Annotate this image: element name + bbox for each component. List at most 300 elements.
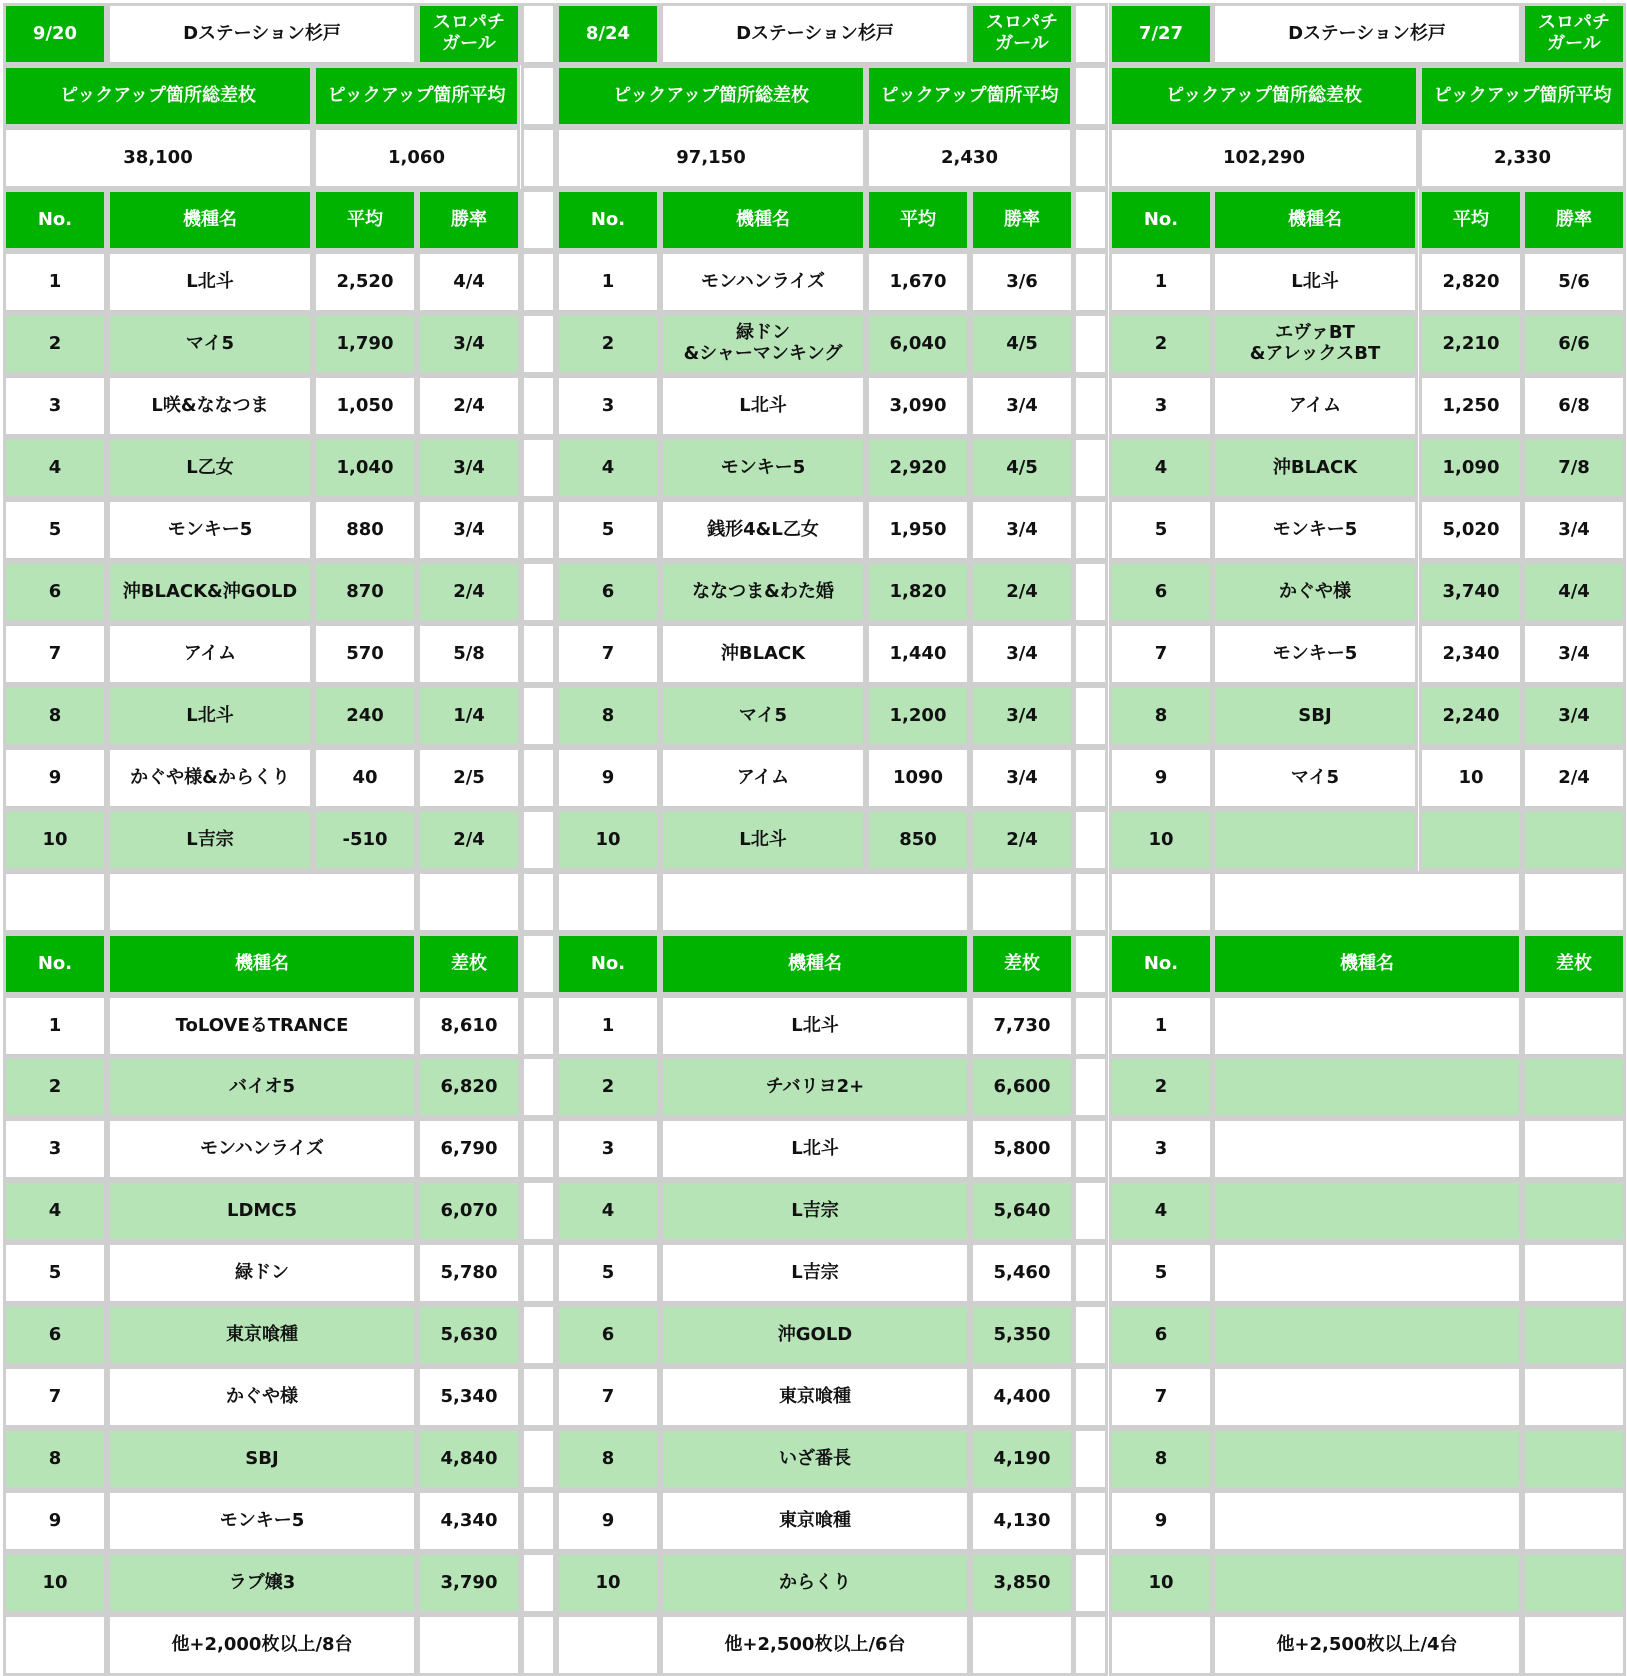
top-row-name: SBJ <box>107 1428 417 1490</box>
pickup-avg-header: ピックアップ箇所平均 <box>1419 65 1626 127</box>
model-row-no: 4 <box>3 437 107 499</box>
spacer-cell <box>417 871 521 933</box>
spacer-cell <box>556 871 660 933</box>
model-row-avg: 1,090 <box>1419 437 1523 499</box>
top-row-diff: 4,340 <box>417 1490 521 1552</box>
top-row-diff: 6,820 <box>417 1056 521 1118</box>
top-row-no: 7 <box>1109 1366 1213 1428</box>
panel-date: 7/27 <box>1109 3 1213 65</box>
panel-gap <box>1073 1118 1108 1180</box>
pickup-avg-header: ピックアップ箇所平均 <box>313 65 520 127</box>
model-row-avg: 40 <box>313 747 417 809</box>
model-row-no: 6 <box>556 561 660 623</box>
model-row-no: 7 <box>3 623 107 685</box>
top-row-no: 5 <box>1109 1242 1213 1304</box>
model-row-winrate: 4/4 <box>1522 561 1626 623</box>
model-row-no: 3 <box>556 375 660 437</box>
model-row-name: 沖BLACK <box>660 623 866 685</box>
model-row-no: 5 <box>3 499 107 561</box>
panel-gap <box>1073 1490 1108 1552</box>
top-row-no: 10 <box>1109 1552 1213 1614</box>
top-row-name: モンキー5 <box>107 1490 417 1552</box>
model-row-no: 8 <box>1109 685 1213 747</box>
panel-gap <box>521 747 556 809</box>
top-row-diff: 6,790 <box>417 1118 521 1180</box>
top-row-name: チバリヨ2+ <box>660 1056 970 1118</box>
model-row-name: L北斗 <box>107 685 313 747</box>
top-row-name: かぐや様 <box>107 1366 417 1428</box>
top-row-no: 3 <box>1109 1118 1213 1180</box>
top-row-diff <box>1522 1242 1626 1304</box>
model-row-avg: 850 <box>866 809 970 871</box>
panel-gap <box>521 1366 556 1428</box>
panel-gap <box>521 685 556 747</box>
top-row-no: 4 <box>1109 1180 1213 1242</box>
panel-gap <box>1073 499 1108 561</box>
models-col-no: No. <box>556 189 660 251</box>
top-row-no: 9 <box>3 1490 107 1552</box>
panel-gap <box>521 871 556 933</box>
model-row-winrate: 3/4 <box>970 623 1074 685</box>
top-row-no: 7 <box>556 1366 660 1428</box>
top-row-name: 東京喰種 <box>660 1490 970 1552</box>
panel-gap <box>1073 685 1108 747</box>
top-row-name: L吉宗 <box>660 1242 970 1304</box>
model-row-no: 9 <box>1109 747 1213 809</box>
model-row-avg: 5,020 <box>1419 499 1523 561</box>
top-row-name: モンハンライズ <box>107 1118 417 1180</box>
models-col-name: 機種名 <box>107 189 313 251</box>
model-row-winrate: 3/4 <box>1522 685 1626 747</box>
model-row-name: モンキー5 <box>107 499 313 561</box>
top-row-diff: 5,630 <box>417 1304 521 1366</box>
model-row-winrate: 3/4 <box>417 499 521 561</box>
panel-gap <box>1073 561 1108 623</box>
panel-gap <box>521 1304 556 1366</box>
footer-blank <box>417 1614 521 1676</box>
spacer-cell <box>1109 871 1213 933</box>
panel-gap <box>1073 3 1108 65</box>
panel-gap <box>1073 127 1108 189</box>
model-row-winrate: 7/8 <box>1522 437 1626 499</box>
model-row-name: SBJ <box>1212 685 1418 747</box>
panel-gap <box>521 1056 556 1118</box>
models-col-avg: 平均 <box>313 189 417 251</box>
model-row-name: 沖BLACK <box>1212 437 1418 499</box>
panel-gap <box>1073 1366 1108 1428</box>
top-row-no: 3 <box>3 1118 107 1180</box>
model-row-avg: 2,340 <box>1419 623 1523 685</box>
top-row-name <box>1212 1118 1522 1180</box>
spacer-cell <box>660 871 970 933</box>
model-row-name: L北斗 <box>1212 251 1418 313</box>
top-row-no: 6 <box>556 1304 660 1366</box>
panel-gap <box>1073 1552 1108 1614</box>
top-row-name: L吉宗 <box>660 1180 970 1242</box>
panel-gap <box>1073 313 1108 375</box>
top-row-no: 1 <box>1109 995 1213 1057</box>
model-row-avg: -510 <box>313 809 417 871</box>
panel-gap <box>521 995 556 1057</box>
top-col-no: No. <box>556 933 660 995</box>
model-row-winrate: 3/4 <box>970 685 1074 747</box>
panel-gap <box>1073 375 1108 437</box>
panel-gap <box>1073 1242 1108 1304</box>
model-row-name: L乙女 <box>107 437 313 499</box>
top-row-name: 沖GOLD <box>660 1304 970 1366</box>
model-row-avg: 570 <box>313 623 417 685</box>
model-row-avg: 2,240 <box>1419 685 1523 747</box>
model-row-avg: 1090 <box>866 747 970 809</box>
top-row-diff: 4,840 <box>417 1428 521 1490</box>
top-row-no: 9 <box>556 1490 660 1552</box>
panel-gap <box>521 65 556 127</box>
top-col-no: No. <box>1109 933 1213 995</box>
panel-gap <box>1073 1614 1108 1676</box>
model-row-name: モンキー5 <box>1212 499 1418 561</box>
models-col-avg: 平均 <box>1419 189 1523 251</box>
panel-gap <box>521 1428 556 1490</box>
model-row-name: マイ5 <box>1212 747 1418 809</box>
model-row-winrate: 3/4 <box>1522 623 1626 685</box>
source-badge: スロパチ ガール <box>1522 3 1626 65</box>
panel-date: 8/24 <box>556 3 660 65</box>
model-row-avg: 3,090 <box>866 375 970 437</box>
model-row-winrate: 2/4 <box>417 561 521 623</box>
panel-gap <box>521 499 556 561</box>
store-name: Dステーション杉戸 <box>1212 3 1522 65</box>
top-col-diff: 差枚 <box>970 933 1074 995</box>
model-row-winrate: 4/5 <box>970 313 1074 375</box>
model-row-avg: 2,920 <box>866 437 970 499</box>
model-row-no: 4 <box>1109 437 1213 499</box>
pickup-avg-value: 2,430 <box>866 127 1073 189</box>
footer-note: 他+2,500枚以上/6台 <box>660 1614 970 1676</box>
top-row-no: 9 <box>1109 1490 1213 1552</box>
footer-blank <box>556 1614 660 1676</box>
model-row-no: 10 <box>3 809 107 871</box>
top-row-no: 7 <box>3 1366 107 1428</box>
model-row-no: 8 <box>3 685 107 747</box>
top-row-name: 東京喰種 <box>660 1366 970 1428</box>
top-row-name <box>1212 1304 1522 1366</box>
model-row-no: 5 <box>556 499 660 561</box>
models-col-winrate: 勝率 <box>417 189 521 251</box>
pickup-total-value: 102,290 <box>1109 127 1419 189</box>
top-row-diff: 3,790 <box>417 1552 521 1614</box>
model-row-avg: 10 <box>1419 747 1523 809</box>
model-row-avg: 1,790 <box>313 313 417 375</box>
model-row-no: 7 <box>1109 623 1213 685</box>
model-row-avg: 6,040 <box>866 313 970 375</box>
model-row-name: マイ5 <box>660 685 866 747</box>
panel-gap <box>1073 623 1108 685</box>
top-row-diff: 5,340 <box>417 1366 521 1428</box>
top-row-diff: 6,070 <box>417 1180 521 1242</box>
top-row-diff <box>1522 1118 1626 1180</box>
model-row-no: 6 <box>1109 561 1213 623</box>
model-row-winrate: 2/4 <box>417 375 521 437</box>
model-row-avg: 870 <box>313 561 417 623</box>
pickup-total-header: ピックアップ箇所総差枚 <box>3 65 313 127</box>
pickup-avg-value: 2,330 <box>1419 127 1626 189</box>
top-row-diff <box>1522 1490 1626 1552</box>
model-row-no: 7 <box>556 623 660 685</box>
model-row-no: 10 <box>556 809 660 871</box>
top-row-diff: 5,350 <box>970 1304 1074 1366</box>
panel-gap <box>1073 809 1108 871</box>
top-row-no: 8 <box>1109 1428 1213 1490</box>
model-row-winrate: 5/6 <box>1522 251 1626 313</box>
model-row-winrate: 3/4 <box>970 747 1074 809</box>
model-row-no: 4 <box>556 437 660 499</box>
top-row-diff: 4,190 <box>970 1428 1074 1490</box>
pickup-total-header: ピックアップ箇所総差枚 <box>1109 65 1419 127</box>
top-row-diff: 6,600 <box>970 1056 1074 1118</box>
model-row-winrate: 2/5 <box>417 747 521 809</box>
top-row-no: 2 <box>3 1056 107 1118</box>
top-row-name <box>1212 1366 1522 1428</box>
panel-gap <box>1073 871 1108 933</box>
footer-blank <box>1109 1614 1213 1676</box>
panel-gap <box>1073 1428 1108 1490</box>
model-row-name: L吉宗 <box>107 809 313 871</box>
top-row-no: 2 <box>556 1056 660 1118</box>
pickup-total-value: 38,100 <box>3 127 313 189</box>
spacer-cell <box>970 871 1074 933</box>
model-row-no: 5 <box>1109 499 1213 561</box>
top-row-name: バイオ5 <box>107 1056 417 1118</box>
model-row-winrate: 2/4 <box>970 809 1074 871</box>
panel-gap <box>521 189 556 251</box>
model-row-no: 9 <box>556 747 660 809</box>
top-row-no: 3 <box>556 1118 660 1180</box>
model-row-name: L北斗 <box>660 809 866 871</box>
model-row-winrate: 3/4 <box>417 437 521 499</box>
model-row-avg: 1,440 <box>866 623 970 685</box>
model-row-winrate: 2/4 <box>970 561 1074 623</box>
top-row-no: 1 <box>556 995 660 1057</box>
model-row-no: 2 <box>556 313 660 375</box>
model-row-avg: 1,050 <box>313 375 417 437</box>
top-row-diff <box>1522 995 1626 1057</box>
footer-blank <box>3 1614 107 1676</box>
top-row-name <box>1212 1242 1522 1304</box>
model-row-name: モンキー5 <box>1212 623 1418 685</box>
model-row-name: L北斗 <box>660 375 866 437</box>
model-row-name: 緑ドン &シャーマンキング <box>660 313 866 375</box>
panel-gap <box>521 1118 556 1180</box>
models-col-name: 機種名 <box>1212 189 1418 251</box>
model-row-no: 3 <box>1109 375 1213 437</box>
model-row-no: 1 <box>556 251 660 313</box>
panel-gap <box>521 437 556 499</box>
top-col-name: 機種名 <box>1212 933 1522 995</box>
panel-gap <box>521 375 556 437</box>
top-col-diff: 差枚 <box>1522 933 1626 995</box>
top-row-diff: 4,400 <box>970 1366 1074 1428</box>
top-row-diff: 5,800 <box>970 1118 1074 1180</box>
model-row-winrate: 5/8 <box>417 623 521 685</box>
top-row-name <box>1212 1180 1522 1242</box>
model-row-no: 8 <box>556 685 660 747</box>
model-row-avg: 1,200 <box>866 685 970 747</box>
model-row-avg <box>1419 809 1523 871</box>
model-row-avg: 1,250 <box>1419 375 1523 437</box>
panel-gap <box>521 809 556 871</box>
model-row-avg: 1,670 <box>866 251 970 313</box>
panel-gap <box>521 1242 556 1304</box>
model-row-name: 銭形4&L乙女 <box>660 499 866 561</box>
models-col-avg: 平均 <box>866 189 970 251</box>
top-row-diff: 5,780 <box>417 1242 521 1304</box>
panel-gap <box>521 1552 556 1614</box>
panel-gap <box>521 1614 556 1676</box>
top-row-no: 4 <box>556 1180 660 1242</box>
panel-gap <box>521 1490 556 1552</box>
model-row-no: 6 <box>3 561 107 623</box>
model-row-avg: 1,950 <box>866 499 970 561</box>
top-row-diff: 8,610 <box>417 995 521 1057</box>
panel-gap <box>521 127 556 189</box>
pickup-total-header: ピックアップ箇所総差枚 <box>556 65 866 127</box>
footer-note: 他+2,500枚以上/4台 <box>1212 1614 1522 1676</box>
top-row-no: 10 <box>556 1552 660 1614</box>
pickup-total-value: 97,150 <box>556 127 866 189</box>
top-row-diff: 5,640 <box>970 1180 1074 1242</box>
model-row-name: マイ5 <box>107 313 313 375</box>
top-row-name <box>1212 1056 1522 1118</box>
model-row-avg: 2,520 <box>313 251 417 313</box>
top-row-no: 2 <box>1109 1056 1213 1118</box>
model-row-avg: 240 <box>313 685 417 747</box>
store-name: Dステーション杉戸 <box>107 3 417 65</box>
top-row-no: 5 <box>556 1242 660 1304</box>
model-row-name <box>1212 809 1418 871</box>
model-row-name: ななつま&わた婚 <box>660 561 866 623</box>
pickup-avg-value: 1,060 <box>313 127 520 189</box>
model-row-winrate: 4/5 <box>970 437 1074 499</box>
model-row-winrate: 2/4 <box>1522 747 1626 809</box>
top-row-no: 8 <box>556 1428 660 1490</box>
model-row-winrate: 3/6 <box>970 251 1074 313</box>
model-row-winrate: 1/4 <box>417 685 521 747</box>
panel-gap <box>1073 437 1108 499</box>
top-row-no: 8 <box>3 1428 107 1490</box>
model-row-name: かぐや様 <box>1212 561 1418 623</box>
model-row-name: モンキー5 <box>660 437 866 499</box>
model-row-no: 3 <box>3 375 107 437</box>
top-row-diff <box>1522 1180 1626 1242</box>
source-badge: スロパチ ガール <box>417 3 521 65</box>
panel-date: 9/20 <box>3 3 107 65</box>
top-row-name: いざ番長 <box>660 1428 970 1490</box>
model-row-winrate: 6/8 <box>1522 375 1626 437</box>
models-col-winrate: 勝率 <box>1522 189 1626 251</box>
model-row-avg: 1,040 <box>313 437 417 499</box>
panel-gap <box>1073 933 1108 995</box>
model-row-name: アイム <box>660 747 866 809</box>
model-row-avg: 3,740 <box>1419 561 1523 623</box>
model-row-no: 1 <box>1109 251 1213 313</box>
top-row-name: 東京喰種 <box>107 1304 417 1366</box>
top-row-diff <box>1522 1552 1626 1614</box>
model-row-name: モンハンライズ <box>660 251 866 313</box>
top-row-no: 6 <box>1109 1304 1213 1366</box>
model-row-name: アイム <box>107 623 313 685</box>
model-row-winrate: 3/4 <box>1522 499 1626 561</box>
top-row-diff: 5,460 <box>970 1242 1074 1304</box>
panel-gap <box>521 561 556 623</box>
models-col-no: No. <box>1109 189 1213 251</box>
top-row-diff <box>1522 1056 1626 1118</box>
models-col-name: 機種名 <box>660 189 866 251</box>
model-row-name: L北斗 <box>107 251 313 313</box>
spacer-cell <box>107 871 417 933</box>
panel-gap <box>1073 995 1108 1057</box>
top-row-name: ラブ嬢3 <box>107 1552 417 1614</box>
model-row-winrate: 3/4 <box>417 313 521 375</box>
model-row-avg: 880 <box>313 499 417 561</box>
model-row-name: アイム <box>1212 375 1418 437</box>
panel-gap <box>1073 189 1108 251</box>
model-row-name: L咲&ななつま <box>107 375 313 437</box>
model-row-avg: 2,210 <box>1419 313 1523 375</box>
model-row-winrate: 3/4 <box>970 499 1074 561</box>
footer-note: 他+2,000枚以上/8台 <box>107 1614 417 1676</box>
top-row-diff: 3,850 <box>970 1552 1074 1614</box>
model-row-avg: 1,820 <box>866 561 970 623</box>
top-row-diff <box>1522 1366 1626 1428</box>
top-row-name: LDMC5 <box>107 1180 417 1242</box>
top-row-name: ToLOVEるTRANCE <box>107 995 417 1057</box>
model-row-no: 9 <box>3 747 107 809</box>
panel-gap <box>1073 65 1108 127</box>
top-col-name: 機種名 <box>660 933 970 995</box>
models-col-winrate: 勝率 <box>970 189 1074 251</box>
model-row-no: 2 <box>3 313 107 375</box>
model-row-winrate: 4/4 <box>417 251 521 313</box>
top-row-name: からくり <box>660 1552 970 1614</box>
panel-gap <box>1073 1056 1108 1118</box>
panel-gap <box>521 623 556 685</box>
top-row-name: L北斗 <box>660 1118 970 1180</box>
top-row-name <box>1212 1490 1522 1552</box>
panel-gap <box>521 3 556 65</box>
panel-gap <box>521 1180 556 1242</box>
models-col-no: No. <box>3 189 107 251</box>
panel-gap <box>521 251 556 313</box>
top-col-diff: 差枚 <box>417 933 521 995</box>
top-row-name <box>1212 1552 1522 1614</box>
top-row-name <box>1212 1428 1522 1490</box>
top-row-name <box>1212 995 1522 1057</box>
model-row-no: 1 <box>3 251 107 313</box>
model-row-no: 2 <box>1109 313 1213 375</box>
footer-blank <box>970 1614 1074 1676</box>
top-row-no: 4 <box>3 1180 107 1242</box>
spacer-cell <box>1212 871 1522 933</box>
top-row-no: 1 <box>3 995 107 1057</box>
panel-gap <box>1073 1180 1108 1242</box>
model-row-name: エヴァBT &アレックスBT <box>1212 313 1418 375</box>
panel-gap <box>521 933 556 995</box>
panel-gap <box>521 313 556 375</box>
top-row-no: 10 <box>3 1552 107 1614</box>
footer-blank <box>1522 1614 1626 1676</box>
top-row-diff <box>1522 1304 1626 1366</box>
panel-gap <box>1073 1304 1108 1366</box>
